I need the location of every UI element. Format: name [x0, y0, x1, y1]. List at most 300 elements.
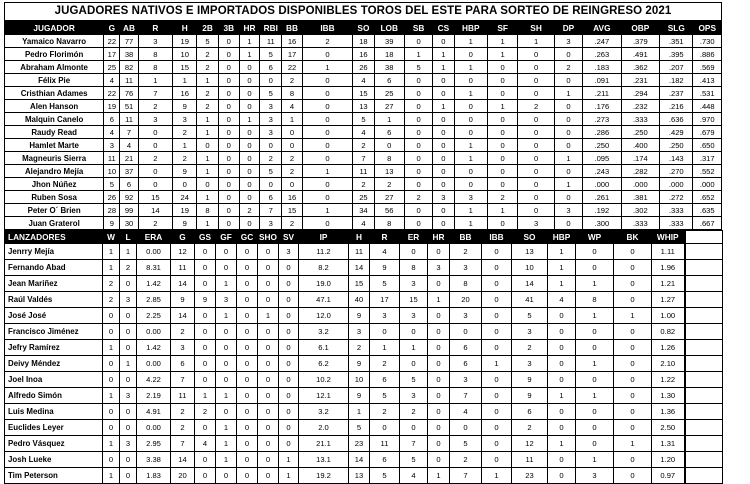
pitching-stat-cell: 0	[614, 244, 652, 260]
batting-stat-cell: 1	[197, 165, 218, 178]
pitching-stat-cell: 9	[349, 356, 370, 372]
batter-row	[5, 61, 722, 74]
pitching-stat-cell: 0	[614, 324, 652, 340]
batting-stat-cell: 5	[260, 165, 282, 178]
batter-row	[5, 178, 722, 191]
pitching-stat-cell: 0	[120, 324, 137, 340]
pitching-stat-cell: 4.91	[137, 404, 171, 420]
batting-stat-cell: 0	[173, 178, 197, 191]
batting-stat-cell: 2	[353, 178, 374, 191]
batting-stat-cell: 10	[104, 165, 120, 178]
batting-stat-cell: .294	[621, 87, 659, 100]
pitcher-name: José José	[5, 308, 103, 324]
pitcher-row	[5, 340, 723, 356]
pitching-stat-cell: 0	[279, 420, 299, 436]
pitching-stat-cell: 3	[450, 372, 482, 388]
pitcher-name: Alfredo Simón	[5, 388, 103, 404]
batting-stat-cell: 4	[353, 74, 374, 87]
pitching-stat-cell: 1	[103, 388, 120, 404]
batting-stat-cell: 0	[487, 178, 517, 191]
pitching-stat-cell: 0	[614, 388, 652, 404]
batting-stat-cell: .231	[621, 74, 659, 87]
batting-stat-cell: 0	[302, 126, 353, 139]
empty-cell	[685, 420, 723, 436]
pitching-stat-cell: 1	[548, 388, 576, 404]
pitching-stat-cell: 1.21	[652, 276, 685, 292]
pitching-stat-cell: 0	[400, 324, 428, 340]
pitching-stat-cell: 1	[482, 356, 512, 372]
pitching-stat-cell: 2.50	[652, 420, 685, 436]
pitching-stat-cell: 0	[237, 340, 258, 356]
batting-stat-cell: 2	[302, 35, 353, 48]
pitching-col-header: GC	[237, 231, 258, 244]
pitching-stat-cell: 1	[349, 404, 370, 420]
pitching-stat-cell: 1.11	[652, 244, 685, 260]
pitching-col-header: BK	[614, 231, 652, 244]
pitching-stat-cell: 10	[349, 372, 370, 388]
batting-stat-cell: 0	[454, 74, 487, 87]
batting-stat-cell: 0	[218, 165, 239, 178]
batting-stat-cell: 1	[487, 204, 517, 217]
batting-stat-cell: 0	[404, 204, 432, 217]
batting-stat-cell: 15	[138, 191, 172, 204]
batting-stat-cell: .250	[660, 139, 693, 152]
batting-stat-cell: 3	[433, 191, 454, 204]
batting-stat-cell: 0	[218, 87, 239, 100]
pitching-stat-cell: 0	[576, 244, 614, 260]
pitching-stat-cell: 1	[120, 356, 137, 372]
batting-stat-cell: 1	[197, 152, 218, 165]
batting-stat-cell: 0	[518, 61, 554, 74]
pitching-stat-cell: 10.2	[299, 372, 349, 388]
empty-cell	[685, 260, 723, 276]
batting-stat-cell: 1	[197, 191, 218, 204]
batting-stat-cell: 2	[239, 204, 259, 217]
batting-stat-cell: 9	[173, 100, 197, 113]
pitching-stat-cell: 0	[103, 420, 120, 436]
pitching-stat-cell: 6	[512, 404, 548, 420]
batting-stat-cell: 56	[374, 204, 404, 217]
pitching-stat-cell: 0	[548, 420, 576, 436]
pitching-stat-cell: 0	[195, 244, 216, 260]
batter-name: Peter O´ Brien	[5, 204, 104, 217]
batting-stat-cell: 51	[120, 100, 138, 113]
pitching-stat-cell: 1	[216, 452, 237, 468]
batting-stat-cell: 99	[120, 204, 138, 217]
pitcher-name: Tim Peterson	[5, 468, 103, 484]
batting-stat-cell: 22	[282, 61, 302, 74]
pitching-stat-cell: 8	[400, 260, 428, 276]
batting-stat-cell: 30	[120, 217, 138, 230]
pitching-stat-cell: 0	[237, 420, 258, 436]
pitching-stat-cell: 1	[482, 468, 512, 484]
batting-stat-cell: .970	[693, 113, 722, 126]
pitcher-row	[5, 260, 723, 276]
batting-stat-cell: 0	[554, 139, 582, 152]
batting-stat-cell: 0	[433, 178, 454, 191]
pitching-stat-cell: 0	[103, 356, 120, 372]
batting-stat-cell: 0	[302, 152, 353, 165]
batting-stat-cell: 5	[104, 178, 120, 191]
batting-stat-cell: 1	[374, 113, 404, 126]
pitching-stat-cell: 6	[450, 340, 482, 356]
batting-stat-cell: .333	[621, 113, 659, 126]
batting-stat-cell: 0	[302, 100, 353, 113]
pitching-stat-cell: 0.00	[137, 356, 171, 372]
batting-stat-cell: 0	[218, 74, 239, 87]
batting-col-header: RBI	[260, 21, 282, 35]
batting-stat-cell: 0	[433, 139, 454, 152]
pitching-stat-cell: 0.00	[137, 420, 171, 436]
empty-cell	[685, 452, 723, 468]
pitching-stat-cell: 3	[171, 340, 195, 356]
batting-stat-cell: .381	[621, 191, 659, 204]
pitching-stat-cell: 0	[120, 372, 137, 388]
batting-stat-cell: 1	[454, 35, 487, 48]
pitcher-name: Raúl Valdés	[5, 292, 103, 308]
batting-col-header: OBP	[621, 21, 659, 35]
pitching-stat-cell: 2.19	[137, 388, 171, 404]
batting-col-header: IBB	[302, 21, 353, 35]
batting-stat-cell: 2	[138, 217, 172, 230]
pitching-stat-cell: 9	[512, 388, 548, 404]
batting-stat-cell: 0	[239, 217, 259, 230]
batting-stat-cell: 2	[282, 217, 302, 230]
batting-stat-cell: 0	[197, 178, 218, 191]
batting-col-header: AVG	[583, 21, 621, 35]
batting-stat-cell: .351	[660, 35, 693, 48]
pitching-stat-cell: 2	[171, 420, 195, 436]
batting-stat-cell: 0	[138, 178, 172, 191]
pitching-stat-cell: 0	[237, 468, 258, 484]
batting-stat-cell: 2	[138, 152, 172, 165]
batting-stat-cell: 0	[404, 35, 432, 48]
batting-stat-cell: 0	[554, 191, 582, 204]
pitching-stat-cell: 0	[237, 388, 258, 404]
pitching-stat-cell: 3	[450, 308, 482, 324]
pitching-stat-cell: 2.85	[137, 292, 171, 308]
batting-stat-cell: .395	[660, 48, 693, 61]
pitcher-name: Pedro Vásquez	[5, 436, 103, 452]
pitching-stat-cell: 0	[237, 404, 258, 420]
pitching-col-header: LANZADORES	[5, 231, 103, 244]
pitching-stat-cell: 9	[370, 260, 400, 276]
batting-stat-cell: 0	[518, 204, 554, 217]
batting-stat-cell: 25	[353, 191, 374, 204]
batting-stat-cell: 0	[239, 178, 259, 191]
pitching-stat-cell: 1	[103, 436, 120, 452]
pitching-stat-cell: 0	[450, 324, 482, 340]
batting-stat-cell: 0	[487, 152, 517, 165]
batting-stat-cell: 0	[518, 87, 554, 100]
pitching-stat-cell: 5	[450, 436, 482, 452]
batting-stat-cell: 11	[353, 165, 374, 178]
pitching-stat-cell: 1.96	[652, 260, 685, 276]
batting-stat-cell: 4	[282, 100, 302, 113]
pitching-stat-cell: 0	[576, 404, 614, 420]
pitching-stat-cell: 0	[428, 388, 450, 404]
batting-col-header: LOB	[374, 21, 404, 35]
pitching-stat-cell: 0	[548, 372, 576, 388]
pitching-stat-cell: 7	[400, 436, 428, 452]
batting-stat-cell: 0	[518, 165, 554, 178]
pitching-stat-cell: 2	[171, 404, 195, 420]
pitcher-row	[5, 292, 723, 308]
batting-stat-cell: 2	[197, 87, 218, 100]
batting-stat-cell: 19	[104, 100, 120, 113]
pitching-stat-cell: 15	[400, 292, 428, 308]
batting-stat-cell: .552	[693, 165, 722, 178]
pitching-stat-cell: 0	[614, 260, 652, 276]
pitching-stat-cell: 0	[216, 340, 237, 356]
batting-col-header: SH	[518, 21, 554, 35]
batting-stat-cell: .300	[583, 217, 621, 230]
batting-stat-cell: 0	[239, 74, 259, 87]
pitching-stat-cell: 1.30	[652, 388, 685, 404]
batting-stat-cell: .491	[621, 48, 659, 61]
pitching-stat-cell: 0	[195, 260, 216, 276]
pitching-table	[4, 230, 723, 484]
batting-stat-cell: 0	[239, 87, 259, 100]
batting-stat-cell: 0	[404, 217, 432, 230]
pitching-stat-cell: 6	[171, 356, 195, 372]
pitching-stat-cell: 14	[171, 276, 195, 292]
pitching-stat-cell: 0	[548, 404, 576, 420]
pitching-stat-cell: 1	[576, 276, 614, 292]
pitching-stat-cell: 0	[482, 324, 512, 340]
batting-stat-cell: .636	[660, 113, 693, 126]
batting-stat-cell: .174	[621, 152, 659, 165]
batting-stat-cell: 82	[120, 61, 138, 74]
batting-stat-cell: 1	[454, 204, 487, 217]
pitching-stat-cell: 1.27	[652, 292, 685, 308]
pitching-stat-cell: 3.2	[299, 324, 349, 340]
pitching-stat-cell: 0	[258, 324, 279, 340]
pitching-stat-cell: 1	[548, 260, 576, 276]
empty-cell	[685, 468, 723, 484]
pitching-stat-cell: 3	[120, 388, 137, 404]
pitching-stat-cell: 14	[512, 276, 548, 292]
pitching-stat-cell: 7	[450, 468, 482, 484]
pitching-stat-cell: 0	[428, 452, 450, 468]
pitcher-row	[5, 356, 723, 372]
pitching-col-header: L	[120, 231, 137, 244]
batting-stat-cell: 0	[239, 126, 259, 139]
batter-row	[5, 165, 722, 178]
batting-stat-cell: 2	[197, 61, 218, 74]
pitching-stat-cell: 0	[258, 356, 279, 372]
pitching-stat-cell: 0	[548, 452, 576, 468]
pitching-stat-cell: 1	[279, 468, 299, 484]
batting-stat-cell: 1	[197, 126, 218, 139]
pitching-stat-cell: 0	[237, 436, 258, 452]
batting-stat-cell: 5	[260, 87, 282, 100]
batting-stat-cell: 77	[120, 35, 138, 48]
batting-stat-cell: 21	[120, 152, 138, 165]
batting-stat-cell: 27	[374, 191, 404, 204]
pitching-stat-cell: 3	[216, 292, 237, 308]
pitcher-row	[5, 324, 723, 340]
pitching-stat-cell: 1	[576, 356, 614, 372]
pitching-stat-cell: 9	[195, 292, 216, 308]
pitching-stat-cell: 11	[370, 436, 400, 452]
pitching-stat-cell: 0	[237, 308, 258, 324]
pitching-stat-cell: 8.31	[137, 260, 171, 276]
pitching-stat-cell: 17	[370, 292, 400, 308]
batting-stat-cell: 7	[138, 87, 172, 100]
batting-stat-cell: 1	[302, 204, 353, 217]
pitching-stat-cell: 0	[482, 340, 512, 356]
batting-stat-cell: 1	[454, 61, 487, 74]
pitching-stat-cell: 1	[614, 436, 652, 452]
batting-stat-cell: 6	[120, 178, 138, 191]
batting-stat-cell: .448	[693, 100, 722, 113]
pitcher-name: Joel Inoa	[5, 372, 103, 388]
pitching-stat-cell: 0	[237, 244, 258, 260]
batting-stat-cell: 1	[454, 139, 487, 152]
batting-stat-cell: 11	[120, 74, 138, 87]
pitching-stat-cell: 0	[258, 420, 279, 436]
batting-stat-cell: 0	[554, 113, 582, 126]
pitching-stat-cell: 14	[349, 260, 370, 276]
batting-stat-cell: .182	[660, 74, 693, 87]
pitching-stat-cell: 2	[103, 276, 120, 292]
pitching-stat-cell: 1	[428, 292, 450, 308]
batting-stat-cell: 11	[260, 35, 282, 48]
pitching-stat-cell: 0.00	[137, 244, 171, 260]
empty-cell	[685, 356, 723, 372]
batting-stat-cell: 6	[260, 61, 282, 74]
batting-stat-cell: 1	[433, 61, 454, 74]
batting-stat-cell: .679	[693, 126, 722, 139]
pitching-stat-cell: 0	[258, 468, 279, 484]
batting-stat-cell: 1	[302, 61, 353, 74]
batting-stat-cell: 13	[374, 165, 404, 178]
pitching-stat-cell: 0	[279, 276, 299, 292]
batting-stat-cell: .250	[583, 139, 621, 152]
batting-stat-cell: 9	[173, 165, 197, 178]
batting-stat-cell: .333	[660, 204, 693, 217]
batting-stat-cell: .531	[693, 87, 722, 100]
pitching-stat-cell: 23	[512, 468, 548, 484]
batting-stat-cell: .216	[660, 100, 693, 113]
empty-cell	[685, 340, 723, 356]
pitching-stat-cell: 0	[279, 356, 299, 372]
batting-stat-cell: 0	[518, 152, 554, 165]
batting-stat-cell: 26	[104, 191, 120, 204]
batting-stat-cell: 0	[218, 100, 239, 113]
pitching-stat-cell: 0	[103, 452, 120, 468]
pitching-stat-cell: 0	[237, 292, 258, 308]
pitching-stat-cell: 10	[512, 260, 548, 276]
batting-stat-cell: 0	[218, 126, 239, 139]
pitching-stat-cell: 0	[258, 388, 279, 404]
batting-stat-cell: 37	[120, 165, 138, 178]
batting-stat-cell: 2	[374, 178, 404, 191]
pitching-stat-cell: 0	[400, 356, 428, 372]
pitching-stat-cell: 1.36	[652, 404, 685, 420]
pitching-stat-cell: 0	[195, 356, 216, 372]
batting-col-header: JUGADOR	[5, 21, 104, 35]
batting-stat-cell: 0	[433, 87, 454, 100]
batting-stat-cell: 1	[282, 113, 302, 126]
batting-stat-cell: 0	[487, 217, 517, 230]
batting-stat-cell: 0	[260, 139, 282, 152]
pitching-stat-cell: 0	[428, 372, 450, 388]
empty-cell	[685, 308, 723, 324]
batting-stat-cell: 22	[104, 87, 120, 100]
batting-stat-cell: 4	[120, 139, 138, 152]
pitching-stat-cell: 1.20	[652, 452, 685, 468]
batting-table	[4, 20, 722, 230]
pitching-stat-cell: 1	[216, 388, 237, 404]
batting-stat-cell: 6	[374, 126, 404, 139]
empty-column	[685, 231, 723, 244]
empty-cell	[685, 244, 723, 260]
pitching-stat-cell: 11	[171, 388, 195, 404]
pitching-stat-cell: 0	[400, 244, 428, 260]
pitching-stat-cell: 0	[237, 452, 258, 468]
pitching-stat-cell: 0	[428, 404, 450, 420]
pitching-stat-cell: 0	[258, 340, 279, 356]
batting-stat-cell: 0	[239, 165, 259, 178]
batting-stat-cell: 0	[554, 217, 582, 230]
batting-stat-cell: 6	[374, 74, 404, 87]
batter-name: Magneuris Sierra	[5, 152, 104, 165]
batting-stat-cell: 5	[353, 113, 374, 126]
batting-stat-cell: 0	[218, 217, 239, 230]
pitching-stat-cell: 0	[279, 324, 299, 340]
pitching-stat-cell: 2	[370, 404, 400, 420]
pitcher-row	[5, 436, 723, 452]
pitcher-name: Josh Lueke	[5, 452, 103, 468]
batting-stat-cell: .886	[693, 48, 722, 61]
batting-stat-cell: 0	[433, 126, 454, 139]
pitching-stat-cell: 1	[548, 276, 576, 292]
batter-name: Juan Graterol	[5, 217, 104, 230]
pitching-stat-cell: 12.0	[299, 308, 349, 324]
pitching-stat-cell: 0	[548, 308, 576, 324]
pitching-stat-cell: 3	[450, 260, 482, 276]
pitching-stat-cell: 9	[349, 388, 370, 404]
batting-stat-cell: 15	[353, 87, 374, 100]
pitching-stat-cell: 12	[512, 436, 548, 452]
batting-stat-cell: .413	[693, 74, 722, 87]
batting-col-header: HR	[239, 21, 259, 35]
pitching-stat-cell: 6	[370, 372, 400, 388]
pitching-col-header: ER	[400, 231, 428, 244]
pitching-stat-cell: 0	[400, 420, 428, 436]
batting-stat-cell: 0	[487, 139, 517, 152]
pitching-stat-cell: 1	[400, 340, 428, 356]
batter-row	[5, 100, 722, 113]
batting-stat-cell: 0	[518, 139, 554, 152]
batting-stat-cell: 0	[138, 139, 172, 152]
pitching-stat-cell: 0.82	[652, 324, 685, 340]
pitching-stat-cell: 3	[120, 436, 137, 452]
batting-stat-cell: 0	[454, 113, 487, 126]
pitching-stat-cell: 0	[614, 276, 652, 292]
batting-stat-cell: 0	[487, 61, 517, 74]
batter-name: Raudy Read	[5, 126, 104, 139]
batter-name: Ruben Sosa	[5, 191, 104, 204]
pitching-stat-cell: 3	[120, 292, 137, 308]
batting-stat-cell: 0	[239, 61, 259, 74]
batting-stat-cell: 6	[260, 191, 282, 204]
pitching-stat-cell: 0	[103, 324, 120, 340]
batting-stat-cell: 0	[454, 178, 487, 191]
batter-row	[5, 48, 722, 61]
